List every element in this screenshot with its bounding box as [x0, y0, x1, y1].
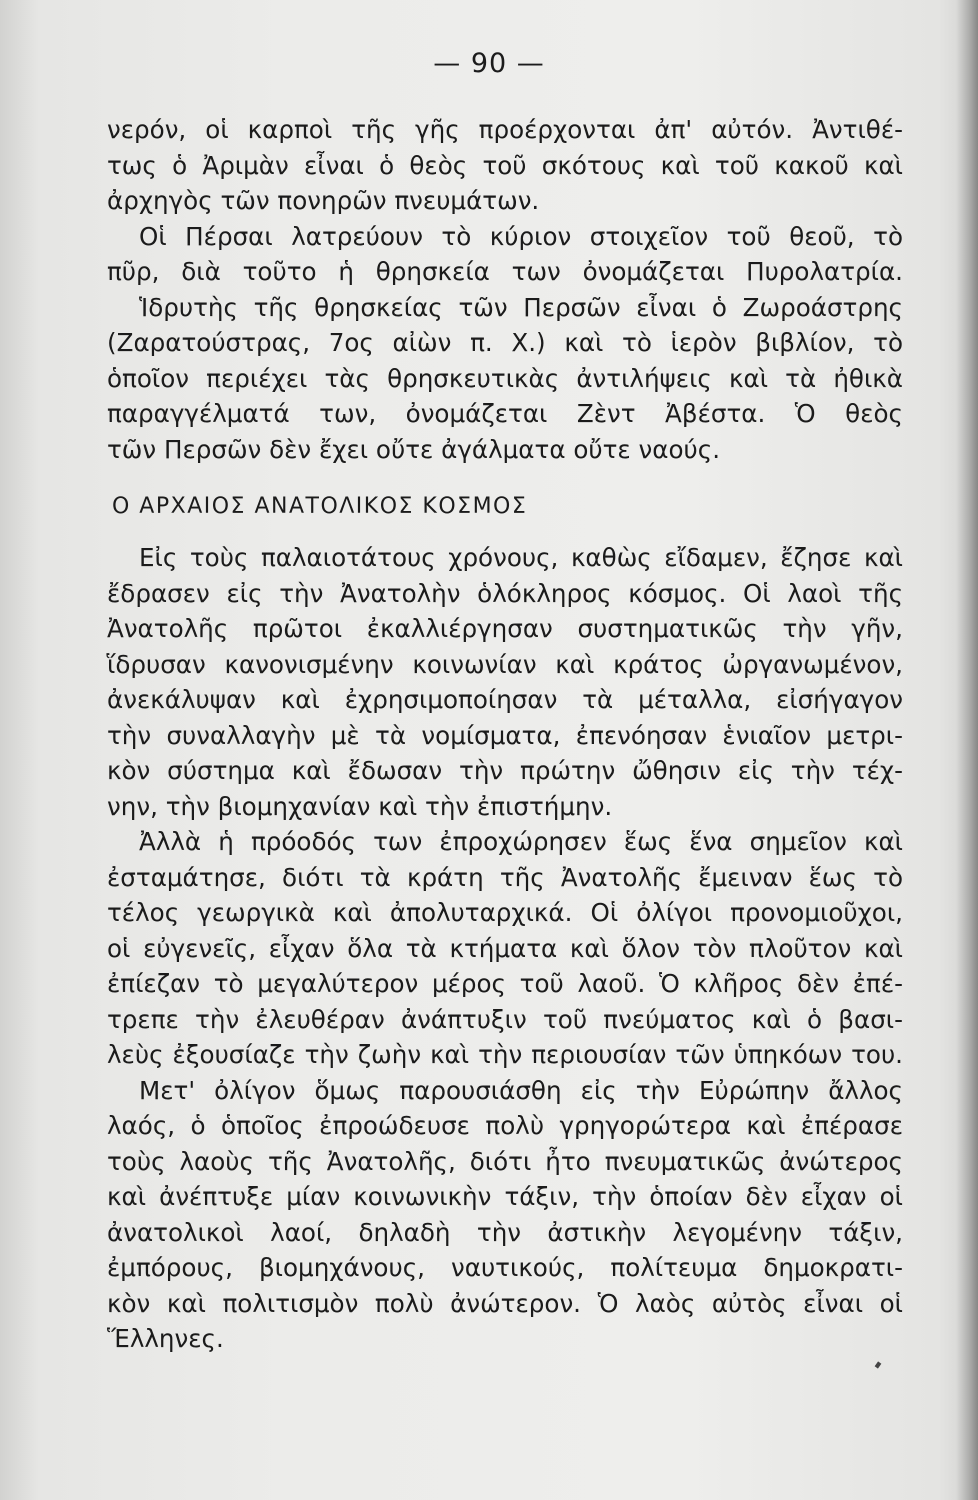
text-line: Ἀλλὰ ἡ πρόοδός των ἐπροχώρησεν ἕως ἕνα σημεῖον καὶ [139, 827, 903, 856]
text-line: ἐμπόρους, βιομηχάνους, ναυτικούς, πολίτευμα δημοκρατι- [107, 1253, 903, 1282]
text-line: ἀνεκάλυψαν καὶ ἐχρησιμοποίησαν τὰ μέταλλα, εἰσήγαγον [107, 685, 903, 714]
text-line: ὁποῖον περιέχει τὰς θρησκευτικὰς ἀντιλήψεις καὶ τὰ ἠθικὰ [107, 363, 903, 393]
text-line: παραγγέλματά των, ὀνομάζεται Ζὲντ Ἀβέστα. Ὁ θεὸς [107, 399, 903, 428]
text-line: Εἰς τοὺς παλαιοτάτους χρόνους, καθὼς εἴδαμεν, ἔζησε καὶ [139, 543, 903, 572]
text-line: τοὺς λαοὺς τῆς Ἀνατολῆς, διότι ἦτο πνευματικῶς ἀνώτερος [107, 1146, 903, 1176]
paragraph-bottom [107, 540, 903, 1357]
text-line: τῶν Περσῶν δὲν ἔχει οὔτε ἀγάλματα οὔτε ναούς. [107, 434, 721, 464]
text-line: Ἱδρυτὴς τῆς θρησκείας τῶν Περσῶν εἶναι ὁ Ζωροάστρης [139, 292, 903, 322]
text-line: ἐσταμάτησε, διότι τὰ κράτη τῆς Ἀνατολῆς ἔμειναν ἕως τὸ [107, 862, 903, 892]
text-line: καὶ ἀνέπτυξε μίαν κοινωνικὴν τάξιν, τὴν ὁποίαν δὲν εἶχαν οἱ [107, 1182, 903, 1211]
text-line: (Ζαρατούστρας, 7ος αἰὼν π. Χ.) καὶ τὸ ἱερὸν βιβλίον, τὸ [107, 328, 903, 357]
page-number: — 90 — [433, 48, 545, 79]
text-line: ἵδρυσαν κανονισμένην κοινωνίαν καὶ κράτος ὠργανωμένον, [107, 649, 903, 679]
text-line: τως ὁ Ἀριμὰν εἶναι ὁ θεὸς τοῦ σκότους καὶ τοῦ κακοῦ καὶ [107, 150, 903, 180]
section-heading: Ο ΑΡΧΑΙΟΣ ΑΝΑΤΟΛΙΚΟΣ ΚΟΣΜΟΣ [112, 494, 528, 519]
text-line: ἀνατολικοὶ λαοί, δηλαδὴ τὴν ἀστικὴν λεγομένην τάξιν, [107, 1217, 903, 1247]
text-line: Ἕλληνες. [107, 1324, 224, 1353]
page-edge-shadow [956, 0, 978, 1500]
text-line: ἔδρασεν εἰς τὴν Ἀνατολὴν ὁλόκληρος κόσμος. Οἱ λαοὶ τῆς [107, 578, 903, 608]
text-line: πῦρ, διὰ τοῦτο ἡ θρησκεία των ὀνομάζεται Πυρολατρία. [107, 257, 903, 286]
paragraph-top [107, 112, 903, 467]
text-line: Οἱ Πέρσαι λατρεύουν τὸ κύριον στοιχεῖον τοῦ θεοῦ, τὸ [139, 221, 903, 251]
text-line: Ἀνατολῆς πρῶτοι ἐκαλλιέργησαν συστηματικῶς τὴν γῆν, [107, 614, 903, 643]
text-line: ἐπίεζαν τὸ μεγαλύτερον μέρος τοῦ λαοῦ. Ὁ κλῆρος δὲν ἐπέ- [107, 969, 903, 998]
text-line: κὸν σύστημα καὶ ἔδωσαν τὴν πρώτην ὤθησιν εἰς τὴν τέχ- [107, 756, 903, 785]
text-line: λεὺς ἐξουσίαζε τὴν ζωὴν καὶ τὴν περιουσίαν τῶν ὑπηκόων του. [107, 1040, 903, 1069]
text-line: οἱ εὐγενεῖς, εἶχαν ὅλα τὰ κτήματα καὶ ὅλον τὸν πλοῦτον καὶ [107, 933, 903, 963]
text-line: νην, τὴν βιομηχανίαν καὶ τὴν ἐπιστήμην. [107, 791, 613, 821]
ink-mark [875, 1361, 882, 1368]
text-line: νερόν, οἱ καρποὶ τῆς γῆς προέρχονται ἀπ' αὐτόν. Ἀντιθέ- [107, 115, 903, 144]
text-line: λαός, ὁ ὁποῖος ἐπροώδευσε πολὺ γρηγορώτερα καὶ ἐπέρασε [107, 1111, 903, 1140]
text-line: τὴν συναλλαγὴν μὲ τὰ νομίσματα, ἐπενόησαν ἑνιαῖον μετρι- [107, 720, 903, 750]
text-line: κὸν καὶ πολιτισμὸν πολὺ ἀνώτερον. Ὁ λαὸς αὐτὸς εἶναι οἱ [107, 1288, 903, 1318]
text-line: ἀρχηγὸς τῶν πονηρῶν πνευμάτων. [107, 186, 540, 215]
text-line: τρεπε τὴν ἐλευθέραν ἀνάπτυξιν τοῦ πνεύματος καὶ ὁ βασι- [107, 1004, 903, 1034]
text-line: Μετ' ὀλίγον ὅμως παρουσιάσθη εἰς τὴν Εὐρώπην ἄλλος [139, 1075, 903, 1105]
text-line: τέλος γεωργικὰ καὶ ἀπολυταρχικά. Οἱ ὀλίγοι προνομιοῦχοι, [107, 898, 903, 927]
